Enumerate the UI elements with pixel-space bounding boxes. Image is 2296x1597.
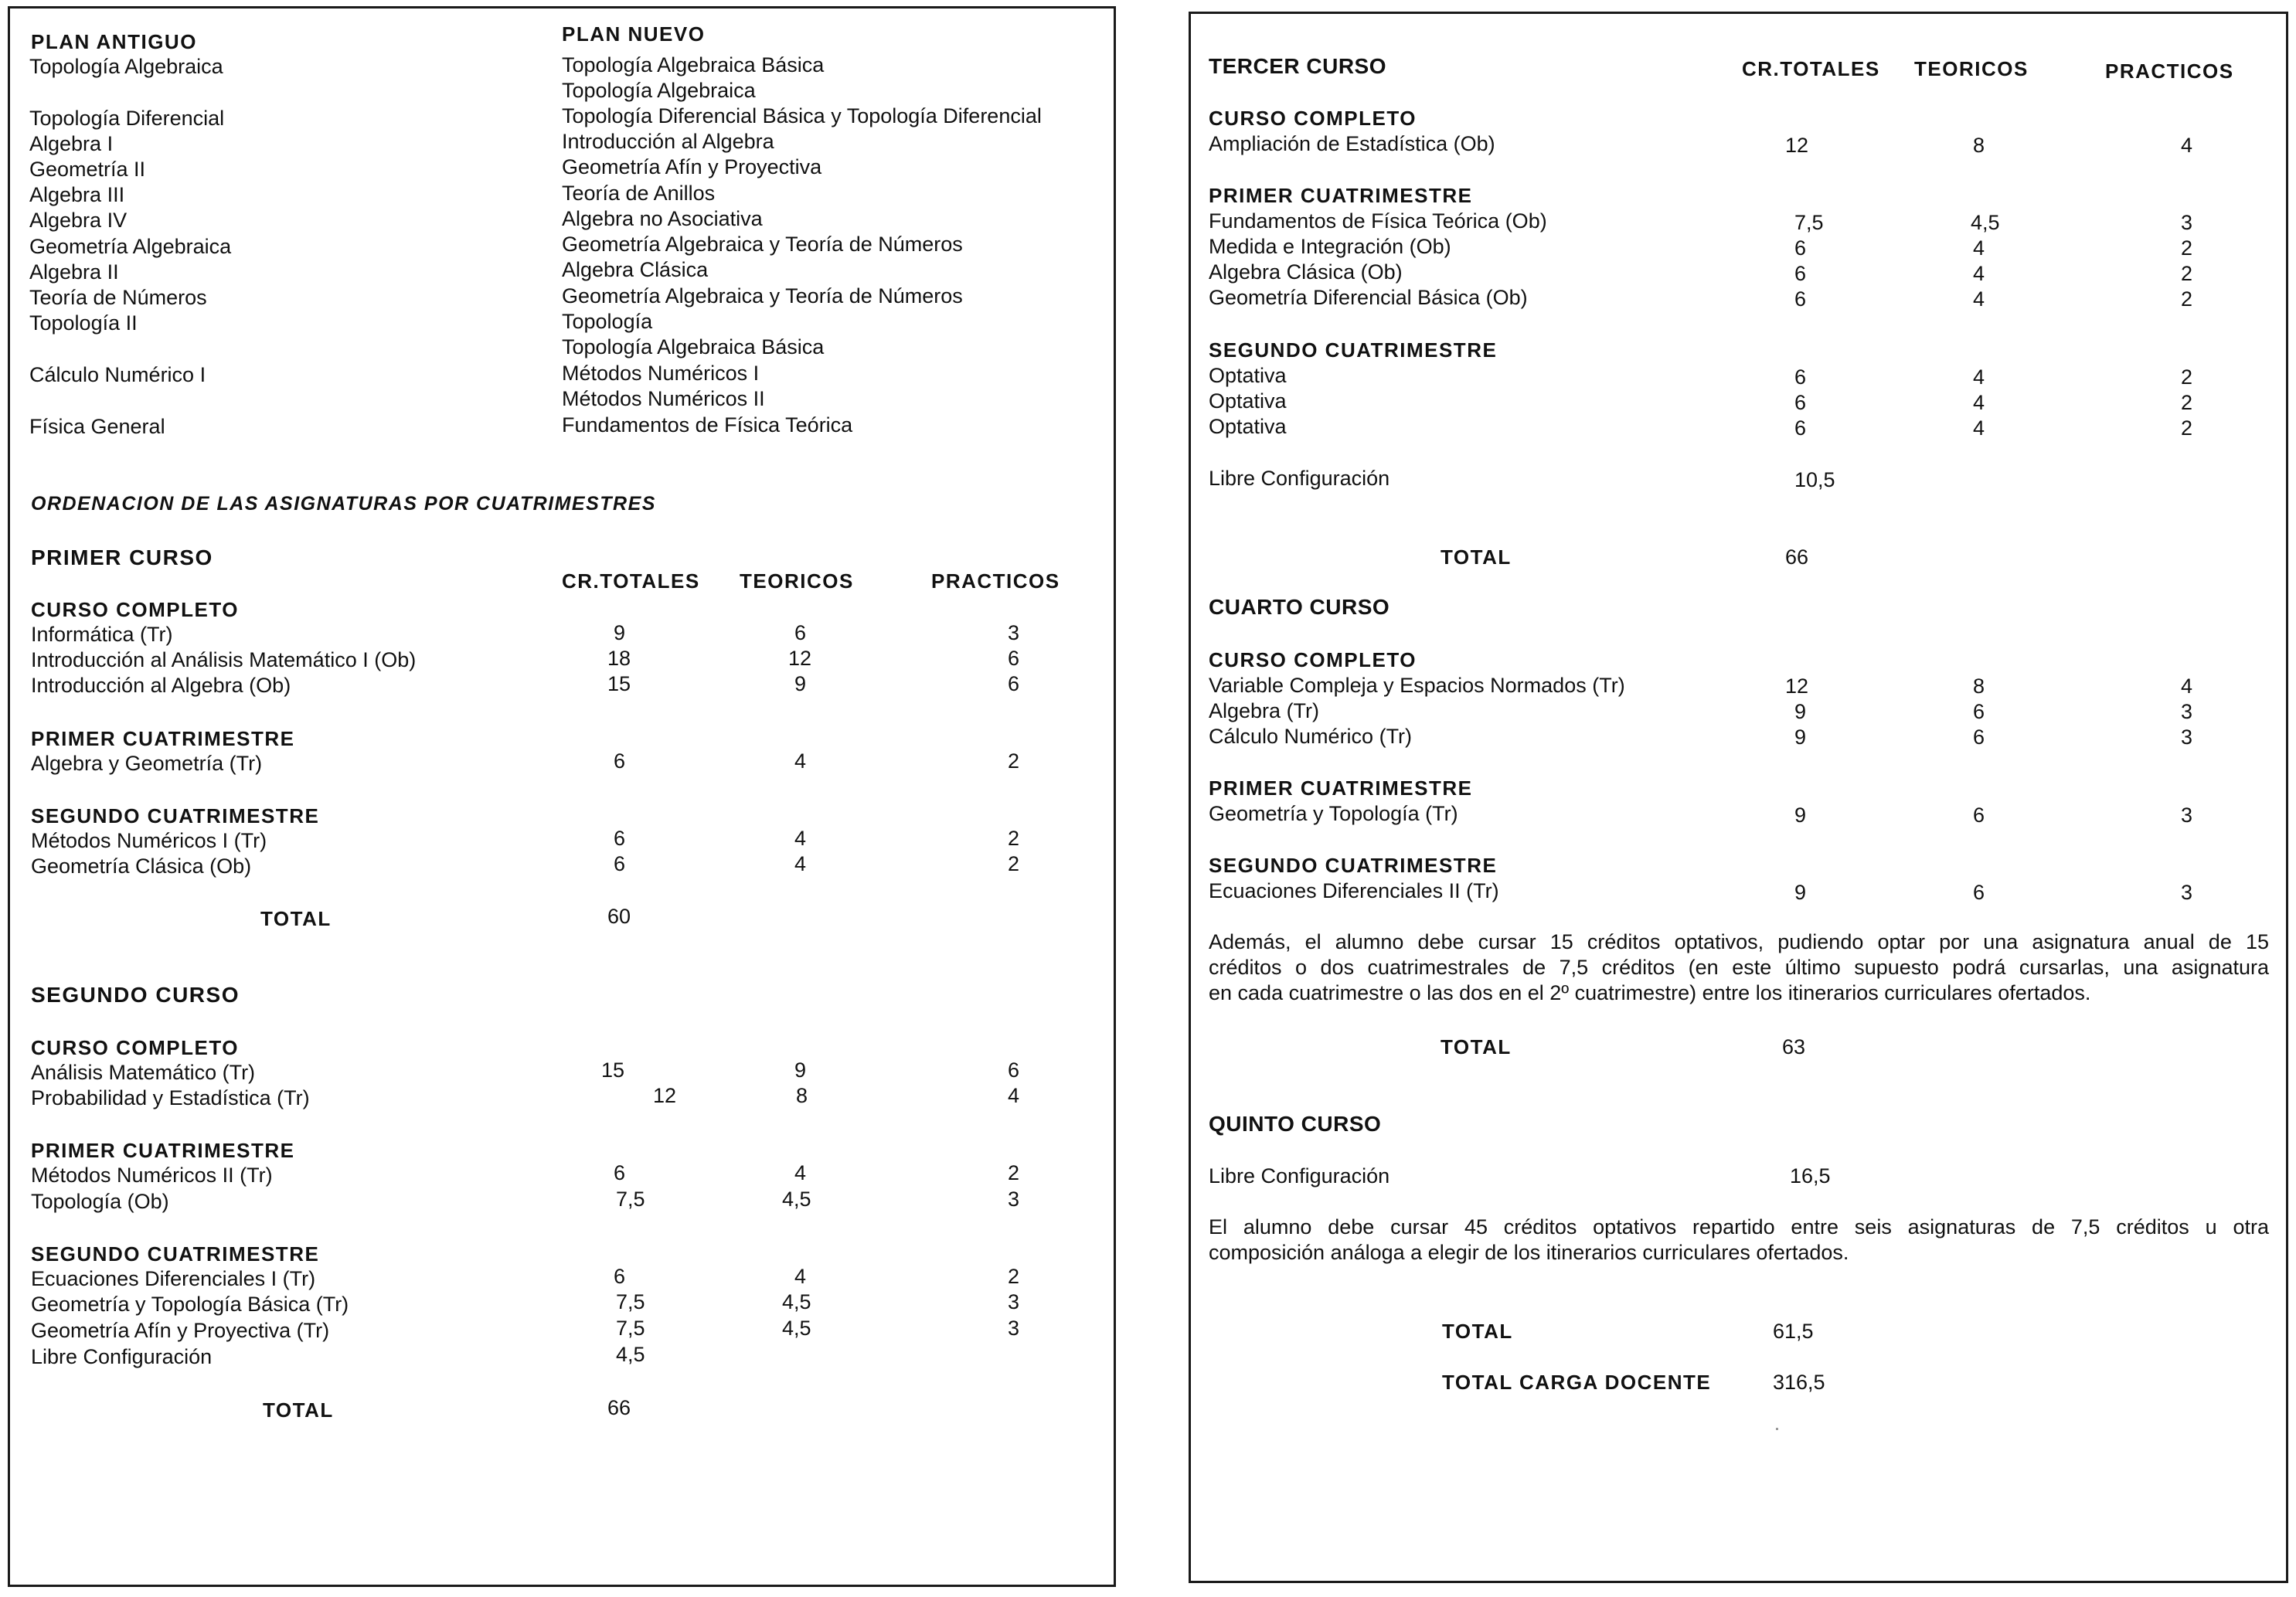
credits-theory: 9 xyxy=(794,672,807,695)
credits-practice: 3 xyxy=(2181,700,2193,723)
libre-value: 16,5 xyxy=(1790,1164,1831,1188)
section-heading: PRIMER CUATRIMESTRE xyxy=(1209,184,1473,207)
credits-theory: 8 xyxy=(1973,674,1985,698)
credits-total: 6 xyxy=(614,1265,626,1288)
credits-theory: 4 xyxy=(794,1161,807,1184)
credits-total: 9 xyxy=(614,621,626,644)
new-subject: Geometría Algebraica y Teoría de Números xyxy=(562,284,963,308)
subject-name: Optativa xyxy=(1209,415,1287,438)
old-subject: Topología Diferencial xyxy=(29,107,225,130)
subject-name: Cálculo Numérico (Tr) xyxy=(1209,725,1413,748)
course-title: TERCER CURSO xyxy=(1209,54,1387,78)
new-subject: Geometría Afín y Proyectiva xyxy=(562,155,822,178)
col-header-practicos: PRACTICOS xyxy=(931,569,1060,593)
credits-theory: 4 xyxy=(1973,391,1985,414)
total-value: 66 xyxy=(607,1396,631,1419)
col-header-totales: CR.TOTALES xyxy=(1742,57,1880,80)
new-subject: Métodos Numéricos II xyxy=(562,387,765,410)
col-header-practicos: PRACTICOS xyxy=(2105,59,2234,83)
section-heading: SEGUNDO CUATRIMESTRE xyxy=(31,804,320,827)
credits-total: 6 xyxy=(614,1161,626,1184)
credits-total: 18 xyxy=(607,647,631,670)
credits-total: 6 xyxy=(1794,262,1807,285)
credits-theory: 4 xyxy=(794,852,807,875)
credits-practice: 2 xyxy=(1008,749,1020,773)
credits-practice: 3 xyxy=(1008,1317,1020,1340)
total-label: TOTAL xyxy=(1441,1035,1512,1058)
new-subject: Teoría de Anillos xyxy=(562,182,716,205)
credits-practice: 4 xyxy=(2181,134,2193,157)
credits-theory: 4 xyxy=(794,827,807,850)
section-heading: CURSO COMPLETO xyxy=(31,1036,239,1059)
note-line: créditos o dos cuatrimestrales de 7,5 créditos (en este último supuesto podrá cursarlas, una asignatura xyxy=(1209,956,2269,979)
credits-practice: 6 xyxy=(1008,672,1020,695)
subject-name: Variable Compleja y Espacios Normados (Tr) xyxy=(1209,674,1625,697)
subject-name: Análisis Matemático (Tr) xyxy=(31,1061,256,1084)
total-value: 66 xyxy=(1785,545,1809,569)
course-title: CUARTO CURSO xyxy=(1209,595,1390,619)
subject-name: Optativa xyxy=(1209,364,1287,387)
credits-theory: 4 xyxy=(1973,287,1985,311)
credits-practice: 3 xyxy=(2181,725,2193,749)
new-subject: Geometría Algebraica y Teoría de Números xyxy=(562,233,963,256)
credits-theory: 4,5 xyxy=(782,1317,811,1340)
section-heading: SEGUNDO CUATRIMESTRE xyxy=(1209,338,1498,362)
credits-total: 6 xyxy=(1794,365,1807,389)
old-plan-header: PLAN ANTIGUO xyxy=(31,30,197,53)
new-subject: Topología xyxy=(562,310,653,333)
subject-name: Algebra (Tr) xyxy=(1209,699,1320,722)
credits-theory: 4 xyxy=(794,1265,807,1288)
subject-name: Ecuaciones Diferenciales II (Tr) xyxy=(1209,879,1499,902)
credits-theory: 12 xyxy=(788,647,812,670)
credits-total: 6 xyxy=(1794,287,1807,311)
subject-name: Ecuaciones Diferenciales I (Tr) xyxy=(31,1267,316,1290)
old-subject: Física General xyxy=(29,415,165,438)
subject-name: Introducción al Análisis Matemático I (Ob) xyxy=(31,648,417,671)
credits-theory: 4 xyxy=(1973,416,1985,440)
credits-theory: 4 xyxy=(1973,365,1985,389)
credits-practice: 6 xyxy=(1008,647,1020,670)
section-heading: SEGUNDO CUATRIMESTRE xyxy=(31,1242,320,1266)
col-header-teoricos: TEORICOS xyxy=(740,569,854,593)
credits-theory: 8 xyxy=(796,1084,808,1107)
credits-practice: 3 xyxy=(2181,881,2193,904)
credits-total: 15 xyxy=(601,1058,625,1082)
section-heading: PRIMER CUATRIMESTRE xyxy=(31,727,295,750)
credits-theory: 4 xyxy=(1973,236,1985,260)
credits-total: 6 xyxy=(614,749,626,773)
subject-name: Medida e Integración (Ob) xyxy=(1209,235,1451,258)
old-subject: Cálculo Numérico I xyxy=(29,363,206,386)
credits-practice: 3 xyxy=(1008,1188,1020,1211)
subject-name: Fundamentos de Física Teórica (Ob) xyxy=(1209,209,1547,233)
credits-practice: 3 xyxy=(1008,1290,1020,1313)
subject-name: Métodos Numéricos I (Tr) xyxy=(31,829,267,852)
old-subject: Algebra II xyxy=(29,260,119,284)
credits-practice: 2 xyxy=(2181,262,2193,285)
credits-practice: 3 xyxy=(2181,211,2193,234)
subject-name: Algebra y Geometría (Tr) xyxy=(31,752,263,775)
section-heading: PRIMER CUATRIMESTRE xyxy=(31,1139,295,1162)
credits-practice: 3 xyxy=(2181,804,2193,827)
note-line: El alumno debe cursar 45 créditos optativos repartido entre seis asignaturas de 7,5 créditos u otra xyxy=(1209,1215,2269,1239)
new-plan-header: PLAN NUEVO xyxy=(562,22,706,46)
old-subject: Geometría II xyxy=(29,158,146,181)
credits-practice: 2 xyxy=(1008,1161,1020,1184)
new-subject: Topología Algebraica xyxy=(562,79,756,102)
credits-theory: 6 xyxy=(1973,725,1985,749)
total-label: TOTAL xyxy=(1442,1320,1513,1343)
subject-name: Geometría Afín y Proyectiva (Tr) xyxy=(31,1319,330,1342)
optional-credits-note xyxy=(1209,929,2269,1006)
old-subject: Geometría Algebraica xyxy=(29,235,232,258)
credits-total: 7,5 xyxy=(616,1188,645,1211)
credits-total: 6 xyxy=(1794,416,1807,440)
subject-name: Geometría Diferencial Básica (Ob) xyxy=(1209,286,1528,309)
note-line: Además, el alumno debe cursar 15 créditos optativos, pudiendo optar por una asignatura anual de 15 xyxy=(1209,930,2269,953)
section-heading: PRIMER CUATRIMESTRE xyxy=(1209,776,1473,800)
note-line: composición análoga a elegir de los itinerarios curriculares ofertados. xyxy=(1209,1241,1849,1264)
subject-name: Geometría Clásica (Ob) xyxy=(31,855,252,878)
subject-name: Informática (Tr) xyxy=(31,623,173,646)
credits-total: 9 xyxy=(1794,725,1807,749)
course-title: QUINTO CURSO xyxy=(1209,1112,1382,1136)
section-heading: CURSO COMPLETO xyxy=(31,598,239,621)
subject-name: Optativa xyxy=(1209,389,1287,413)
course-title: PRIMER CURSO xyxy=(31,545,213,569)
subject-name: Introducción al Algebra (Ob) xyxy=(31,674,291,697)
credits-total: 15 xyxy=(607,672,631,695)
total-value: 60 xyxy=(607,905,631,928)
credits-theory: 6 xyxy=(794,621,807,644)
section-heading: CURSO COMPLETO xyxy=(1209,107,1417,130)
credits-theory: 6 xyxy=(1973,804,1985,827)
credits-practice: 4 xyxy=(2181,674,2193,698)
new-subject: Topología Algebraica Básica xyxy=(562,53,825,76)
credits-total: 12 xyxy=(1785,674,1809,698)
subject-name: Geometría y Topología (Tr) xyxy=(1209,802,1458,825)
credits-total: 6 xyxy=(1794,236,1807,260)
credits-total: 6 xyxy=(614,852,626,875)
total-label: TOTAL xyxy=(1441,545,1512,569)
old-subject: Topología Algebraica xyxy=(29,55,223,78)
credits-practice: 2 xyxy=(1008,852,1020,875)
credits-theory: 6 xyxy=(1973,700,1985,723)
new-subject: Topología Diferencial Básica y Topología Diferencial xyxy=(562,104,1042,127)
credits-theory: 4 xyxy=(794,749,807,773)
credits-total: 9 xyxy=(1794,700,1807,723)
credits-theory: 4,5 xyxy=(782,1290,811,1313)
credits-theory: 4,5 xyxy=(1971,211,2000,234)
total-carga-value: 316,5 xyxy=(1773,1371,1825,1394)
subject-name: Libre Configuración xyxy=(31,1345,213,1368)
section-heading: SEGUNDO CUATRIMESTRE xyxy=(1209,854,1498,877)
credits-total: 12 xyxy=(653,1084,677,1107)
new-subject: Algebra Clásica xyxy=(562,258,709,281)
credits-practice: 2 xyxy=(2181,391,2193,414)
credits-total: 9 xyxy=(1794,804,1807,827)
subject-name: Algebra Clásica (Ob) xyxy=(1209,260,1403,284)
credits-practice: 2 xyxy=(1008,1265,1020,1288)
new-subject: Métodos Numéricos I xyxy=(562,362,760,385)
note-line: en cada cuatrimestre o las dos en el 2º cuatrimestre) entre los itinerarios curriculares ofertados. xyxy=(1209,981,2091,1004)
new-subject: Topología Algebraica Básica xyxy=(562,335,825,358)
credits-theory: 4 xyxy=(1973,262,1985,285)
total-label: TOTAL xyxy=(260,907,332,930)
section-heading: CURSO COMPLETO xyxy=(1209,648,1417,671)
credits-theory: 9 xyxy=(794,1058,807,1082)
credits-total: 7,5 xyxy=(616,1290,645,1313)
subject-name: Geometría y Topología Básica (Tr) xyxy=(31,1293,349,1316)
total-carga-label: TOTAL CARGA DOCENTE xyxy=(1442,1371,1712,1394)
credits-total: 9 xyxy=(1794,881,1807,904)
credits-practice: 2 xyxy=(2181,236,2193,260)
credits-practice: 2 xyxy=(2181,365,2193,389)
credits-practice: 2 xyxy=(1008,827,1020,850)
old-subject: Algebra IV xyxy=(29,209,128,232)
ordering-title: ORDENACION DE LAS ASIGNATURAS POR CUATRIMESTRES xyxy=(31,493,656,515)
subject-name: Ampliación de Estadística (Ob) xyxy=(1209,132,1495,155)
new-subject: Introducción al Algebra xyxy=(562,130,774,153)
subject-name: Probabilidad y Estadística (Tr) xyxy=(31,1086,310,1109)
credits-total: 4,5 xyxy=(616,1343,645,1366)
credits-total: 7,5 xyxy=(616,1317,645,1340)
credits-practice: 2 xyxy=(2181,416,2193,440)
old-subject: Algebra I xyxy=(29,132,114,155)
credits-total: 6 xyxy=(614,827,626,850)
total-value: 61,5 xyxy=(1773,1320,1814,1343)
credits-theory: 4,5 xyxy=(782,1188,811,1211)
subject-name: Topología (Ob) xyxy=(31,1190,169,1213)
total-label: TOTAL xyxy=(263,1398,334,1422)
old-subject: Algebra III xyxy=(29,183,125,206)
optional-credits-note xyxy=(1209,1215,2269,1266)
credits-practice: 3 xyxy=(1008,621,1020,644)
old-subject: Topología II xyxy=(29,311,138,335)
new-subject: Algebra no Asociativa xyxy=(562,207,763,230)
col-header-totales: CR.TOTALES xyxy=(562,569,700,593)
stray-dot xyxy=(1776,1428,1778,1430)
credits-theory: 8 xyxy=(1973,134,1985,157)
credits-total: 7,5 xyxy=(1794,211,1824,234)
col-header-teoricos: TEORICOS xyxy=(1914,57,2029,80)
total-value: 63 xyxy=(1782,1035,1806,1058)
libre-label: Libre Configuración xyxy=(1209,467,1390,490)
credits-total: 6 xyxy=(1794,391,1807,414)
credits-practice: 2 xyxy=(2181,287,2193,311)
new-subject: Fundamentos de Física Teórica xyxy=(562,413,853,437)
credits-total: 12 xyxy=(1785,134,1809,157)
credits-practice: 6 xyxy=(1008,1058,1020,1082)
credits-theory: 6 xyxy=(1973,881,1985,904)
libre-label: Libre Configuración xyxy=(1209,1164,1390,1188)
credits-practice: 4 xyxy=(1008,1084,1020,1107)
libre-value: 10,5 xyxy=(1794,468,1835,491)
old-subject: Teoría de Números xyxy=(29,286,207,309)
subject-name: Métodos Numéricos II (Tr) xyxy=(31,1164,273,1187)
course-title: SEGUNDO CURSO xyxy=(31,983,240,1007)
